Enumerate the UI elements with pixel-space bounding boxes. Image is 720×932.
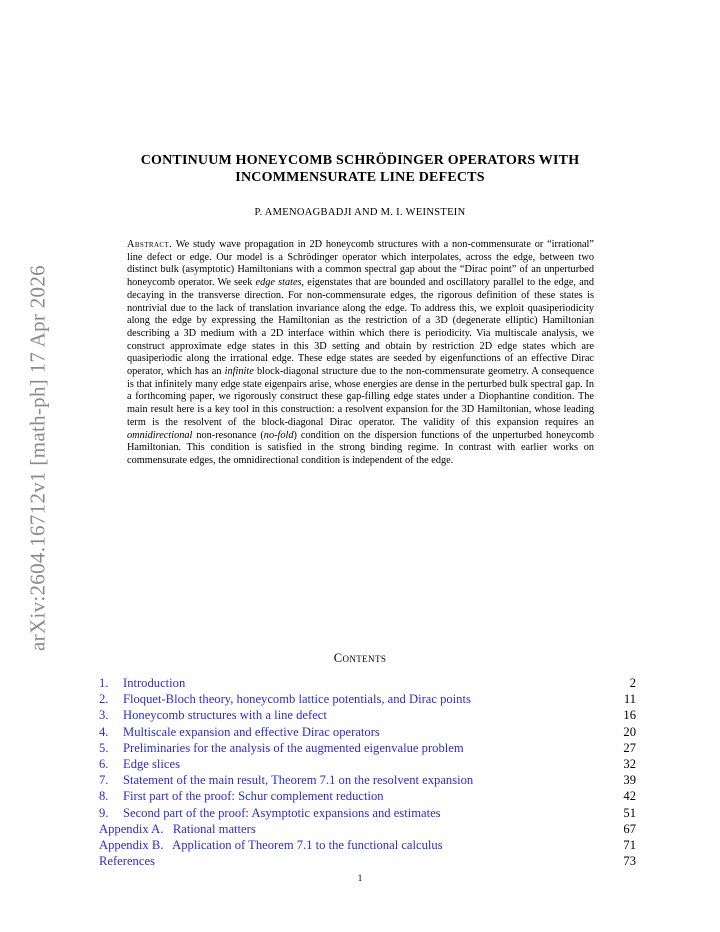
toc-link-appendix-b[interactable]: Appendix B. Application of Theorem 7.1 to the functional calculus bbox=[99, 837, 443, 852]
title-line-1: CONTINUUM HONEYCOMB SCHRÖDINGER OPERATORS WITH bbox=[140, 153, 580, 168]
toc-page-number: 11 bbox=[623, 692, 636, 707]
toc-row bbox=[99, 691, 636, 707]
page-number: 1 bbox=[357, 874, 363, 884]
arxiv-identifier bbox=[18, 258, 58, 658]
toc-page-number: 73 bbox=[623, 854, 636, 869]
toc-link-multiscale-expansion[interactable]: 4. Multiscale expansion and effective Dirac operators bbox=[99, 724, 380, 739]
toc-row bbox=[99, 805, 636, 821]
toc-link-proof-part-2[interactable]: 9. Second part of the proof: Asymptotic expansions and estimates bbox=[99, 805, 441, 820]
toc-row bbox=[99, 707, 636, 723]
abstract-emph-no-fold: no-fold bbox=[263, 429, 294, 441]
authors: P. AMENOAGBADJI AND M. I. WEINSTEIN bbox=[254, 207, 466, 218]
toc-link-honeycomb-line-defect[interactable]: 3. Honeycomb structures with a line defect bbox=[99, 708, 327, 723]
paper-title bbox=[100, 152, 620, 186]
toc-link-preliminaries[interactable]: 5. Preliminaries for the analysis of the augmented eigenvalue problem bbox=[99, 740, 464, 755]
abstract-text-3: block-diagonal structure due to the non-commensurate geometry. A consequence is that infinitely many edge state eigenpairs arise, whose energies are dense in the perturbed bulk spectral gap. In a forthcoming paper, we rigorously construct these gap-filling edge states under a Diophantine condition. The main result here is a key tool in this construction: a resolvent expansion for the 3D Hamiltonian, whose leading term is the resolvent of the block-diagonal Dirac operator. The validity of this expansion requires an bbox=[127, 366, 595, 428]
toc-row bbox=[99, 853, 636, 869]
toc-page-number: 2 bbox=[629, 676, 636, 690]
toc-link-edge-slices[interactable]: 6. Edge slices bbox=[99, 756, 181, 771]
abstract-label: Abstract. bbox=[127, 239, 173, 250]
toc-page-number: 32 bbox=[623, 756, 636, 771]
toc-page-number: 71 bbox=[623, 837, 636, 852]
toc-link-proof-part-1[interactable]: 8. First part of the proof: Schur complement reduction bbox=[99, 789, 384, 804]
toc-page-number: 51 bbox=[623, 805, 636, 820]
abstract-emph-edge-states: edge states bbox=[255, 277, 302, 289]
abstract-text-1: We study wave propagation in 2D honeycomb structures with a non-commensurate or “irrational” line defect or edge. Our model is a Schrödinger operator which interpolates, across the edge, between two distinct bulk (asymptotic) Hamiltonians with a common spectral gap about the “Dirac point” of an unperturbed honeycomb operator. We seek bbox=[127, 239, 594, 289]
toc-page-number: 42 bbox=[623, 789, 636, 804]
abstract-emph-omnidirectional: omnidirectional bbox=[127, 429, 193, 441]
toc-row bbox=[99, 740, 636, 756]
toc-row bbox=[99, 837, 636, 853]
toc-link-introduction[interactable]: 1. Introduction bbox=[99, 676, 186, 690]
abstract bbox=[127, 239, 594, 468]
toc-page-number: 20 bbox=[623, 724, 636, 739]
toc-row bbox=[99, 772, 636, 788]
contents-heading: Contents bbox=[333, 651, 387, 665]
title-line-2: INCOMMENSURATE LINE DEFECTS bbox=[235, 170, 485, 185]
toc-row bbox=[99, 788, 636, 804]
toc-page-number: 67 bbox=[623, 821, 636, 836]
abstract-text-5: ) condition on the dispersion functions of the unperturbed honeycomb Hamiltonian. This condition is satisfied in the strong binding regime. In contrast with earlier works on commensurate edges, the omnidirectional condition is independent of the edge. bbox=[127, 429, 594, 466]
toc-link-appendix-a[interactable]: Appendix A. Rational matters bbox=[99, 821, 256, 836]
toc-row bbox=[99, 675, 636, 691]
toc-row bbox=[99, 724, 636, 740]
toc-link-floquet-bloch[interactable]: 2. Floquet-Bloch theory, honeycomb lattice potentials, and Dirac points bbox=[99, 692, 471, 707]
abstract-text-2: , eigenstates that are bounded and oscillatory parallel to the edge, and decaying in the transverse direction. For non-commensurate edges, the rigorous definition of these states is nontrivial due to the lack of translation invariance along the edge. To address this, we exploit quasiperiodicity along the edge by expressing the Hamiltonian as the restriction of a 3D (degenerate elliptic) Hamiltonian describing a 3D medium with a 2D interface within which there is periodicity. Via multiscale analysis, we construct approximate edge states in this 3D setting and obtain by restriction 2D edge states which are quasiperiodic along the irrational edge. These edge states are seeded by eigenfunctions of an effective Dirac operator, which has an bbox=[127, 277, 594, 378]
abstract-text-4: non-resonance ( bbox=[192, 429, 264, 441]
table-of-contents bbox=[99, 675, 636, 869]
toc-link-main-result[interactable]: 7. Statement of the main result, Theorem 7.1 on the resolvent expansion bbox=[99, 773, 474, 788]
toc-page-number: 39 bbox=[623, 773, 636, 788]
toc-row bbox=[99, 756, 636, 772]
toc-row bbox=[99, 821, 636, 837]
toc-page-number: 27 bbox=[623, 740, 636, 755]
toc-link-references[interactable]: References bbox=[99, 854, 155, 869]
abstract-emph-infinite: infinite bbox=[224, 366, 254, 378]
toc-page-number: 16 bbox=[623, 708, 636, 723]
arxiv-id-text: arXiv:2604.16712v1 [math-ph] 17 Apr 2026 bbox=[25, 265, 50, 651]
